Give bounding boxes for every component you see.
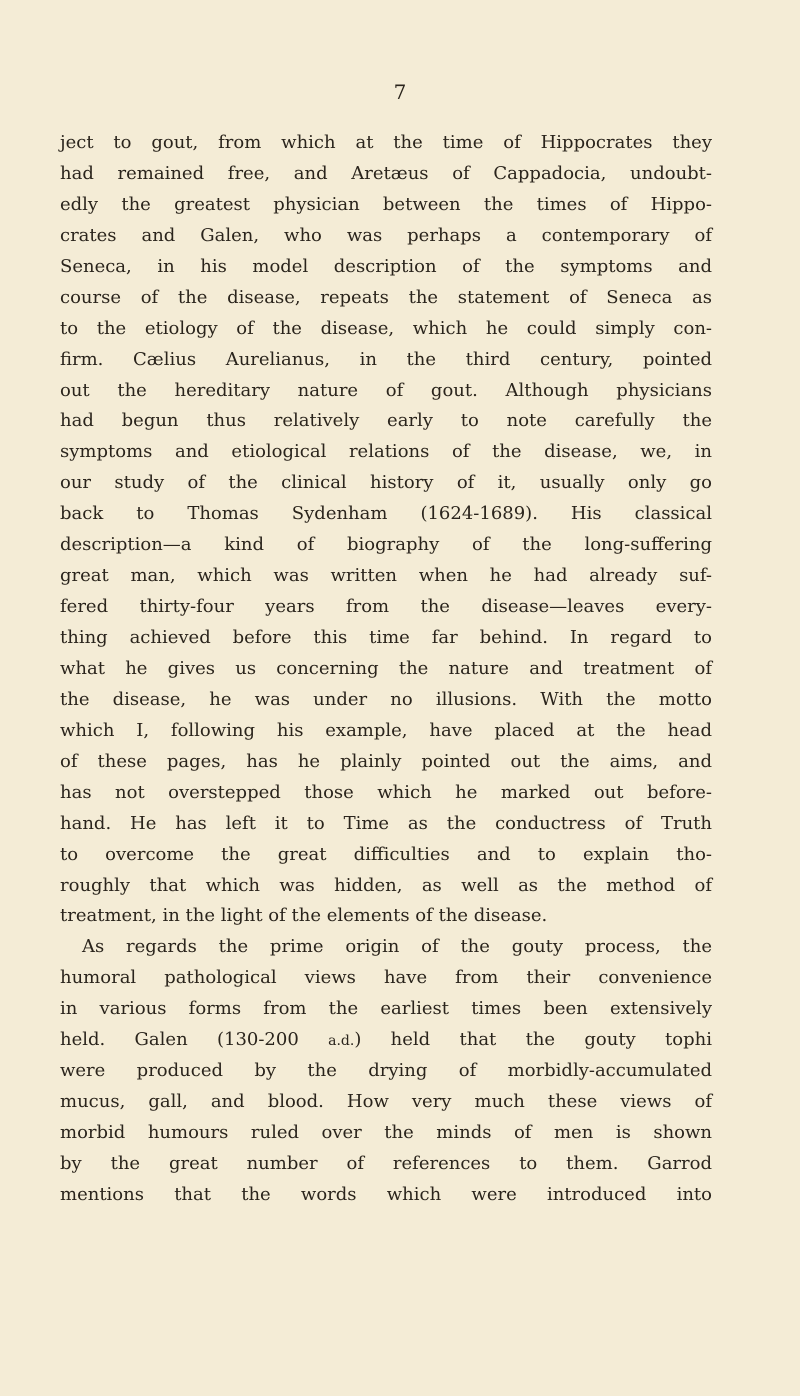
text-line: roughly that which was hidden, as well as the method of xyxy=(60,874,712,896)
text-line xyxy=(60,1025,712,1056)
text-line: to the etiology of the disease, which he could simply con- xyxy=(60,317,712,339)
text-line: symptoms and etiological relations of the disease, we, in xyxy=(60,441,712,463)
text-line: humoral pathological views have from their convenience xyxy=(60,967,712,989)
text-line: ject to gout, from which at the time of Hippocrates they xyxy=(60,132,712,153)
text-line: great man, which was written when he had already suf- xyxy=(60,565,712,587)
text-line: crates and Galen, who was perhaps a contemporary of xyxy=(60,224,712,246)
era-abbreviation: a.d. xyxy=(328,1033,355,1050)
text-line: edly the greatest physician between the times of Hippo- xyxy=(60,193,712,215)
text-line: in various forms from the earliest times been extensively xyxy=(60,998,712,1020)
text-line: by the great number of references to them. Garrod xyxy=(60,1152,712,1174)
text-line: mucus, gall, and blood. How very much these views of xyxy=(60,1091,712,1113)
text-line: our study of the clinical history of it, usually only go xyxy=(60,472,712,494)
text-line: of these pages, has he plainly pointed out the aims, and xyxy=(60,750,712,772)
text-line: out the hereditary nature of gout. Although physicians xyxy=(60,379,712,401)
text-line: As regards the prime origin of the gouty process, the xyxy=(82,936,712,958)
text-line: has not overstepped those which he marked out before- xyxy=(60,781,712,803)
text-line: fered thirty-four years from the disease—leaves every- xyxy=(60,596,712,618)
text-line: which I, following his example, have placed at the head xyxy=(60,719,712,741)
text-line: morbid humours ruled over the minds of men is shown xyxy=(60,1122,712,1143)
text-line: treatment, in the light of the elements of the disease. xyxy=(60,905,548,927)
text-line: Seneca, in his model description of the symptoms and xyxy=(60,255,712,277)
text-line: had remained free, and Aretæus of Cappadocia, undoubt- xyxy=(60,162,712,184)
body-text xyxy=(60,128,712,1211)
text-line: were produced by the drying of morbidly-accumulated xyxy=(60,1060,712,1082)
text-line: what he gives us concerning the nature and treatment of xyxy=(60,657,712,679)
text-line: description—a kind of biography of the long-suffering xyxy=(60,534,712,556)
text-line: firm. Cælius Aurelianus, in the third century, pointed xyxy=(60,348,712,370)
page-number: 7 xyxy=(393,80,407,104)
text-line: had begun thus relatively early to note carefully the xyxy=(60,410,712,432)
text-line: back to Thomas Sydenham (1624-1689). His classical xyxy=(60,503,712,525)
text-line: thing achieved before this time far behind. In regard to xyxy=(60,627,712,648)
text-line: course of the disease, repeats the statement of Seneca as xyxy=(60,286,712,308)
text-segment: held. Galen (130-200 xyxy=(60,1029,299,1051)
text-line: hand. He has left it to Time as the conductress of Truth xyxy=(60,812,712,834)
text-segment: ) held that the gouty tophi xyxy=(354,1029,712,1051)
text-line: to overcome the great difficulties and to explain tho- xyxy=(60,843,712,865)
text-line: the disease, he was under no illusions. With the motto xyxy=(60,688,712,710)
text-line: mentions that the words which were introduced into xyxy=(60,1183,712,1205)
